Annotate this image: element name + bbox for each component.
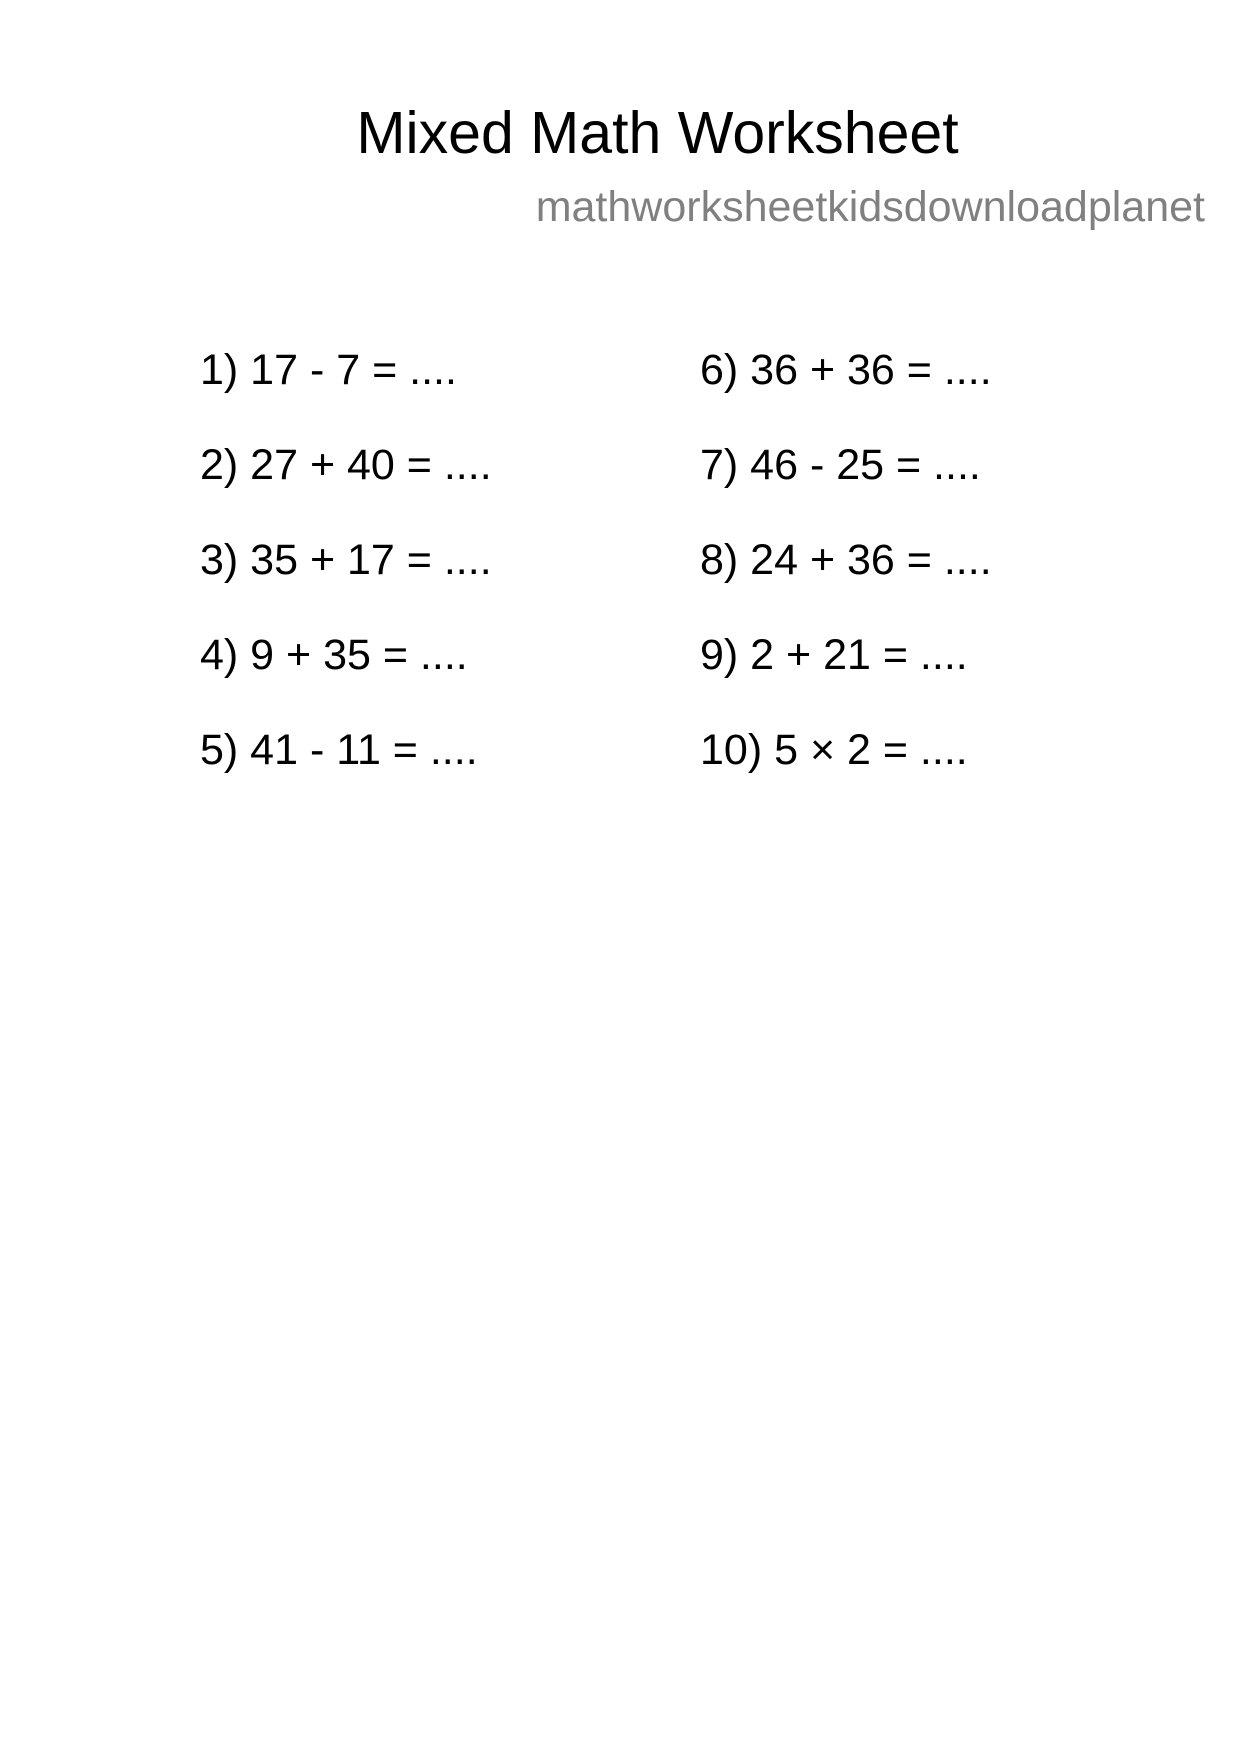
problem-1: 1) 17 - 7 = .... [200, 346, 457, 394]
worksheet-title: Mixed Math Worksheet [356, 100, 959, 166]
problem-5: 5) 41 - 11 = .... [200, 726, 478, 774]
problem-9: 9) 2 + 21 = .... [700, 631, 968, 679]
problem-2: 2) 27 + 40 = .... [200, 441, 492, 489]
problem-7: 7) 46 - 25 = .... [700, 441, 981, 489]
problem-8: 8) 24 + 36 = .... [700, 536, 992, 584]
problem-3: 3) 35 + 17 = .... [200, 536, 492, 584]
problem-10: 10) 5 × 2 = .... [700, 726, 968, 774]
problem-list [200, 345, 1020, 820]
worksheet-source: mathworksheetkidsdownloadplanet [535, 183, 1205, 231]
problem-6: 6) 36 + 36 = .... [700, 346, 992, 394]
problem-4: 4) 9 + 35 = .... [200, 631, 468, 679]
